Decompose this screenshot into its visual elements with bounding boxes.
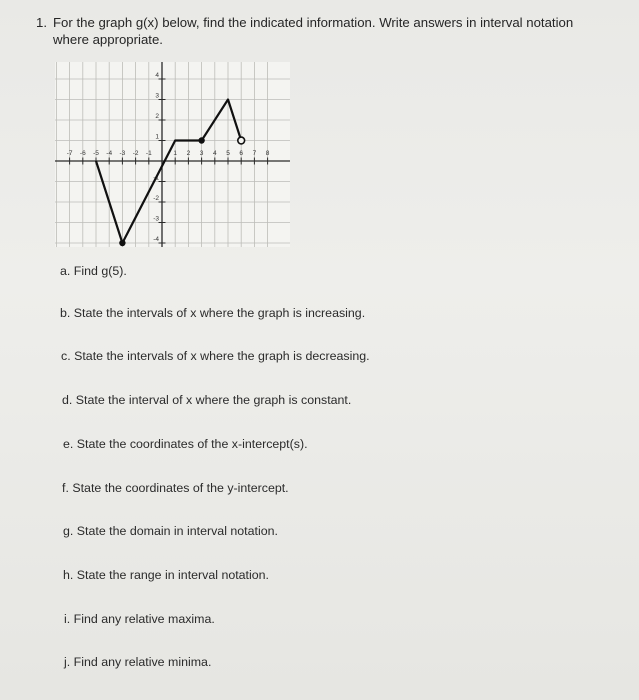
part-f-text: State the coordinates of the y-intercept. [72,481,289,495]
x-tick-label: 4 [212,150,217,157]
x-tick-label: 1 [173,150,178,157]
x-tick-label: 3 [199,150,204,157]
part-c-label: c. [61,349,71,363]
part-f [62,481,289,495]
y-tick-label: -3 [153,215,159,223]
part-b [60,306,365,320]
part-e-label: e. [63,437,74,451]
part-f-label: f. [62,481,69,495]
part-e [63,437,308,451]
x-tick-label: -4 [106,150,113,157]
part-g [63,524,278,538]
x-tick-label: 7 [252,150,257,157]
y-tick-label: 2 [155,113,159,120]
part-i-label: i. [64,612,71,626]
x-tick-label: 6 [239,150,244,157]
part-j [64,655,211,669]
part-g-text: State the domain in interval notation. [76,524,278,538]
y-tick-label: -2 [153,195,159,202]
part-g-label: g. [63,524,74,538]
part-i [64,612,215,626]
x-tick-label: 5 [226,150,230,157]
x-tick-label: -5 [93,150,99,157]
part-c [61,349,370,363]
question-number: 1. [36,15,47,30]
y-tick-label: 4 [155,72,159,79]
x-tick-label: -6 [79,150,86,157]
part-d [62,393,351,407]
closed-point [198,137,204,143]
x-tick-label: 8 [265,150,270,157]
part-d-text: State the interval of x where the graph is constant. [75,393,352,407]
x-tick-label: -7 [66,150,73,157]
x-tick-label: -2 [132,150,139,157]
part-e-text: State the coordinates of the x-intercept(s). [76,437,308,451]
part-c-text: State the intervals of x where the graph is decreasing. [74,349,370,363]
part-h-text: State the range in interval notation. [76,568,269,582]
open-point [238,137,245,144]
part-a-label: a. [60,264,71,278]
y-tick-label: -4 [153,236,159,243]
part-j-label: j. [64,655,71,669]
part-a-text: Find g(5). [73,264,127,278]
x-tick-label: 2 [186,150,191,157]
x-tick-label: -3 [119,150,126,157]
y-tick-label: 1 [155,133,159,141]
x-tick-label: -1 [145,150,152,157]
function-graph [55,62,290,247]
part-h-label: h. [63,568,74,582]
part-h [63,568,269,582]
y-tick-label: -1 [153,174,159,182]
part-i-text: Find any relative maxima. [73,612,215,626]
part-b-text: State the intervals of x where the graph is increasing. [73,306,366,320]
part-d-label: d. [62,393,73,407]
y-tick-label: 3 [155,92,159,100]
question-text: For the graph g(x) below, find the indicated information. Write answers in interval notation where appropriate. [53,15,574,47]
part-b-label: b. [60,306,71,320]
part-j-text: Find any relative minima. [73,655,212,669]
part-a [60,264,127,278]
closed-point [119,240,125,246]
